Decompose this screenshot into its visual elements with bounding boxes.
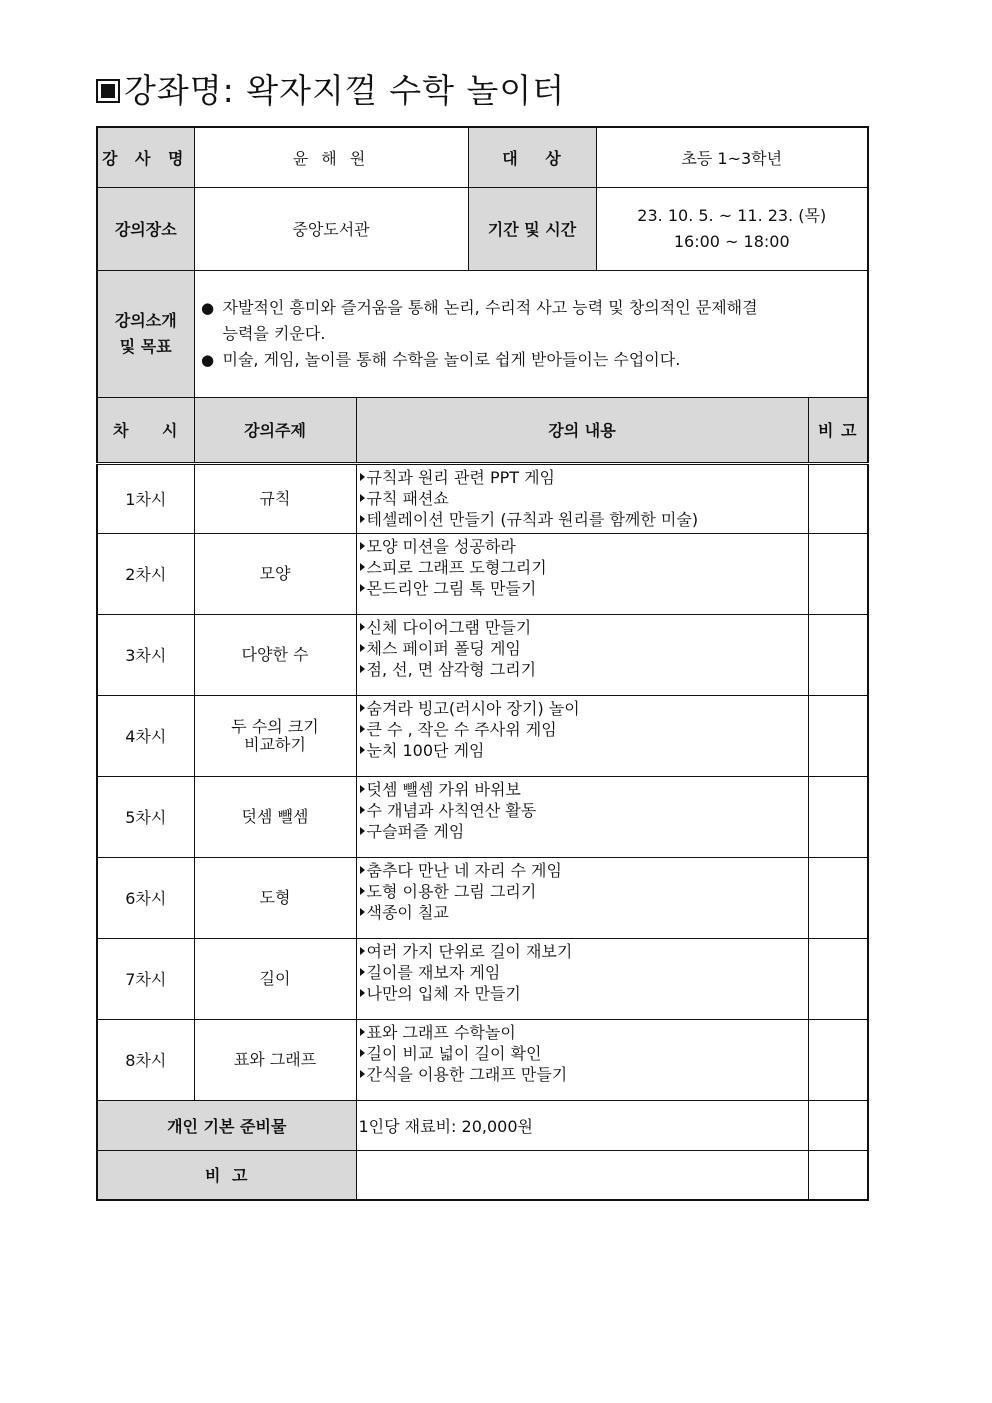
instructor-value: 윤 해 원	[194, 127, 468, 187]
session-topic	[194, 776, 356, 857]
triangle-bullet-icon	[360, 1070, 365, 1078]
topic-line: 규칙	[259, 488, 291, 508]
table-row	[97, 614, 868, 695]
session-number: 3차시	[97, 614, 194, 695]
triangle-bullet-icon	[360, 494, 365, 502]
list-item	[359, 659, 808, 680]
item-text: 눈치 100단 게임	[366, 740, 485, 760]
target-value: 초등 1~3학년	[596, 127, 868, 187]
remarks-row	[97, 1150, 868, 1200]
session-number: 4차시	[97, 695, 194, 776]
topic-line: 길이	[259, 968, 291, 988]
item-text: 길이를 재보자 게임	[366, 962, 501, 982]
table-row	[97, 857, 868, 938]
session-content	[356, 463, 808, 533]
materials-label: 개인 기본 준비물	[97, 1100, 356, 1150]
remarks-value	[356, 1150, 808, 1200]
list-item	[359, 557, 808, 578]
intro-bullet-text: 자발적인 흥미와 즐거움을 통해 논리, 수리적 사고 능력 및 창의적인 문제해결	[222, 297, 758, 317]
topic-line: 다양한 수	[241, 644, 309, 664]
session-topic	[194, 938, 356, 1019]
schedule-header-row	[97, 397, 868, 463]
intro-label-line2: 및 목표	[119, 336, 172, 356]
intro-content	[194, 270, 868, 397]
triangle-bullet-icon	[360, 515, 365, 523]
list-item	[359, 578, 808, 599]
item-text: 스피로 그래프 도형그리기	[366, 557, 547, 577]
topic-line: 표와 그래프	[233, 1049, 317, 1069]
list-item	[359, 719, 808, 740]
filled-square-icon	[96, 79, 120, 103]
bullet-dot-icon: ●	[200, 298, 215, 317]
triangle-bullet-icon	[360, 623, 365, 631]
instructor-row	[97, 127, 868, 187]
session-note	[808, 1019, 868, 1100]
session-content	[356, 776, 808, 857]
item-text: 길이 비교 넓이 길이 확인	[366, 1043, 542, 1063]
session-topic	[194, 695, 356, 776]
remarks-label: 비 고	[97, 1150, 356, 1200]
list-item	[359, 740, 808, 761]
session-header: 차 시	[97, 397, 194, 463]
intro-bullet	[199, 347, 858, 373]
session-topic	[194, 614, 356, 695]
item-text: 여러 가지 단위로 길이 재보기	[366, 941, 573, 961]
item-text: 색종이 칠교	[366, 902, 449, 922]
session-number: 1차시	[97, 463, 194, 533]
session-number: 2차시	[97, 533, 194, 614]
materials-value: 1인당 재료비: 20,000원	[356, 1100, 808, 1150]
session-note	[808, 857, 868, 938]
triangle-bullet-icon	[360, 584, 365, 592]
topic-line: 두 수의 크기	[231, 716, 319, 736]
venue-label: 강의장소	[97, 187, 194, 270]
table-row	[97, 938, 868, 1019]
item-text: 숨겨라 빙고(러시아 장기) 놀이	[366, 698, 580, 718]
triangle-bullet-icon	[360, 704, 365, 712]
triangle-bullet-icon	[360, 827, 365, 835]
venue-value: 중앙도서관	[194, 187, 468, 270]
table-row	[97, 533, 868, 614]
list-item	[359, 962, 808, 983]
item-text: 테셀레이션 만들기 (규칙과 원리를 함께한 미술)	[366, 509, 699, 529]
triangle-bullet-icon	[360, 785, 365, 793]
session-content	[356, 695, 808, 776]
intro-label-line1: 강의소개	[114, 310, 177, 330]
item-text: 구슬퍼즐 게임	[366, 821, 465, 841]
item-text: 표와 그래프 수학놀이	[366, 1022, 516, 1042]
title-text: 강좌명: 왁자지껄 수학 놀이터	[124, 71, 566, 110]
table-row	[97, 776, 868, 857]
topic-line: 도형	[259, 887, 291, 907]
triangle-bullet-icon	[360, 1028, 365, 1036]
list-item	[359, 488, 808, 509]
triangle-bullet-icon	[360, 563, 365, 571]
triangle-bullet-icon	[360, 542, 365, 550]
table-row	[97, 1019, 868, 1100]
item-text: 체스 페이퍼 폴딩 게임	[366, 638, 521, 658]
triangle-bullet-icon	[360, 473, 365, 481]
list-item	[359, 983, 808, 1004]
session-note	[808, 776, 868, 857]
topic-line: 덧셈 뺄셈	[241, 806, 309, 826]
triangle-bullet-icon	[360, 866, 365, 874]
period-value	[596, 187, 868, 270]
list-item	[359, 638, 808, 659]
remarks-note	[808, 1150, 868, 1200]
triangle-bullet-icon	[360, 1049, 365, 1057]
list-item	[359, 617, 808, 638]
session-number: 8차시	[97, 1019, 194, 1100]
list-item	[359, 698, 808, 719]
triangle-bullet-icon	[360, 725, 365, 733]
session-note	[808, 614, 868, 695]
triangle-bullet-icon	[360, 908, 365, 916]
item-text: 큰 수 , 작은 수 주사위 게임	[366, 719, 557, 739]
session-content	[356, 1019, 808, 1100]
item-text: 모양 미션을 성공하라	[366, 536, 516, 556]
topic-header: 강의주제	[194, 397, 356, 463]
period-time: 16:00 ~ 18:00	[673, 231, 790, 251]
topic-line: 비교하기	[244, 734, 306, 754]
session-topic	[194, 1019, 356, 1100]
item-text: 덧셈 뺄셈 가위 바위보	[366, 779, 521, 799]
session-note	[808, 463, 868, 533]
session-note	[808, 938, 868, 1019]
session-note	[808, 533, 868, 614]
item-text: 수 개념과 사칙연산 활동	[366, 800, 537, 820]
triangle-bullet-icon	[360, 806, 365, 814]
triangle-bullet-icon	[360, 746, 365, 754]
intro-label	[97, 270, 194, 397]
session-topic	[194, 857, 356, 938]
list-item	[359, 860, 808, 881]
target-label: 대 상	[468, 127, 596, 187]
session-topic	[194, 463, 356, 533]
item-text: 나만의 입체 자 만들기	[366, 983, 521, 1003]
item-text: 규칙과 원리 관련 PPT 게임	[366, 467, 556, 487]
list-item	[359, 509, 808, 530]
materials-note	[808, 1100, 868, 1150]
session-topic	[194, 533, 356, 614]
list-item	[359, 1043, 808, 1064]
intro-bullet	[199, 295, 858, 347]
list-item	[359, 1022, 808, 1043]
list-item	[359, 536, 808, 557]
triangle-bullet-icon	[360, 887, 365, 895]
intro-row	[97, 270, 868, 397]
list-item	[359, 1064, 808, 1085]
topic-line: 모양	[259, 563, 291, 583]
triangle-bullet-icon	[360, 968, 365, 976]
intro-bullet-text: 미술, 게임, 놀이를 통해 수학을 놀이로 쉽게 받아들이는 수업이다.	[222, 349, 681, 369]
triangle-bullet-icon	[360, 644, 365, 652]
content-header: 강의 내용	[356, 397, 808, 463]
page-title	[96, 68, 565, 114]
session-number: 7차시	[97, 938, 194, 1019]
list-item	[359, 941, 808, 962]
session-note	[808, 695, 868, 776]
materials-row	[97, 1100, 868, 1150]
note-header: 비 고	[808, 397, 868, 463]
period-dates: 23. 10. 5. ~ 11. 23. (목)	[637, 205, 827, 225]
item-text: 도형 이용한 그림 그리기	[366, 881, 537, 901]
intro-bullet-text: 능력을 키운다.	[222, 323, 326, 343]
item-text: 춤추다 만난 네 자리 수 게임	[366, 860, 562, 880]
table-row	[97, 463, 868, 533]
item-text: 규칙 패션쇼	[366, 488, 449, 508]
venue-row	[97, 187, 868, 270]
list-item	[359, 800, 808, 821]
triangle-bullet-icon	[360, 989, 365, 997]
session-number: 6차시	[97, 857, 194, 938]
item-text: 신체 다이어그램 만들기	[366, 617, 532, 637]
session-content	[356, 938, 808, 1019]
list-item	[359, 821, 808, 842]
period-label: 기간 및 시간	[468, 187, 596, 270]
session-content	[356, 533, 808, 614]
session-content	[356, 857, 808, 938]
instructor-label: 강 사 명	[97, 127, 194, 187]
triangle-bullet-icon	[360, 947, 365, 955]
item-text: 몬드리안 그림 톡 만들기	[366, 578, 537, 598]
bullet-dot-icon: ●	[200, 350, 215, 369]
session-number: 5차시	[97, 776, 194, 857]
list-item	[359, 881, 808, 902]
item-text: 점, 선, 면 삼각형 그리기	[366, 659, 537, 679]
list-item	[359, 779, 808, 800]
triangle-bullet-icon	[360, 665, 365, 673]
item-text: 간식을 이용한 그래프 만들기	[366, 1064, 568, 1084]
list-item	[359, 902, 808, 923]
session-content	[356, 614, 808, 695]
list-item	[359, 467, 808, 488]
table-row	[97, 695, 868, 776]
course-table	[96, 126, 869, 1201]
